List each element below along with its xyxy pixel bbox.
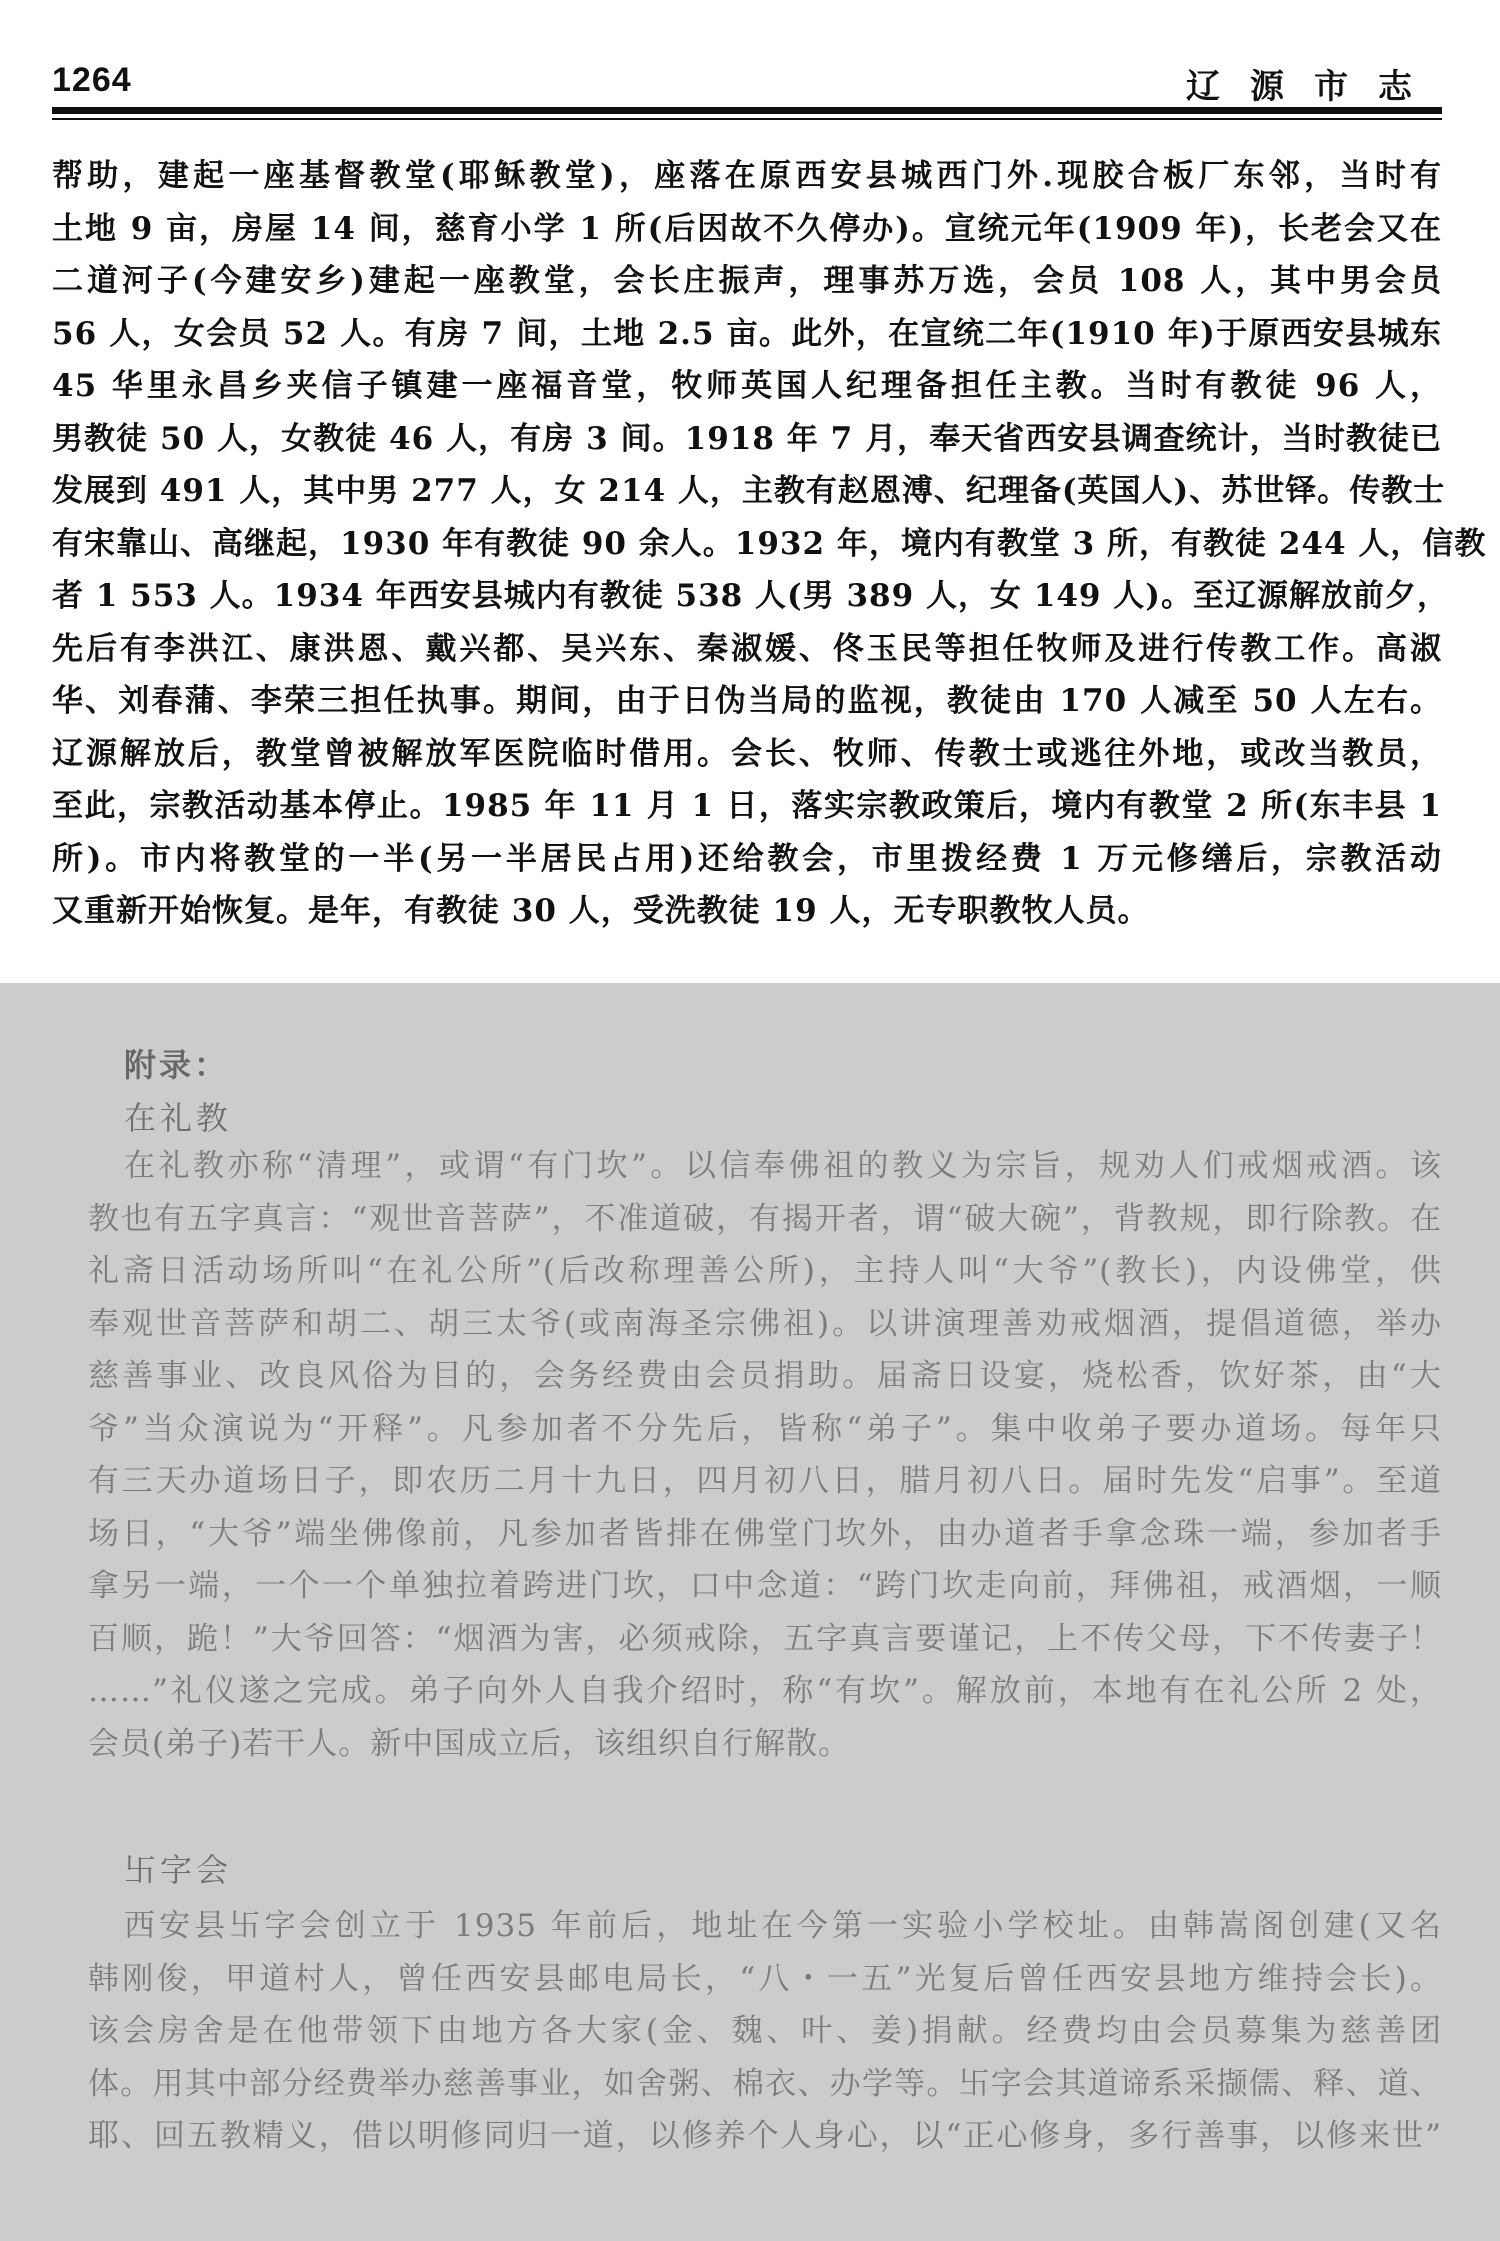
zailijiao-paragraph [88,1140,1442,1770]
book-title: 辽源市志 [1186,67,1442,107]
text-line: 帮助，建起一座基督教堂(耶稣教堂)，座落在原西安县城西门外.现胶合板厂东邻，当时有 [52,158,1442,194]
text-line: 华、刘春蒲、李荣三担任执事。期间，由于日伪当局的监视，教徒由 170 人减至 50 人左右。 [52,683,1442,719]
wanzihui-paragraph [88,1900,1442,2163]
text-line: 土地 9 亩，房屋 14 间，慈育小学 1 所(后因故不久停办)。宣统元年(1909 年)，长老会又在 [52,210,1442,247]
text-line: 至此，宗教活动基本停止。1985 年 11 月 1 日，落实宗教政策后，境内有教堂 2 所(东丰县 1 [52,788,1442,824]
text-line: 辽源解放后，教堂曾被解放军医院临时借用。会长、牧师、传教士或逃往外地，或改当教员， [52,735,1442,772]
text-line: 韩刚俊，甲道村人，曾任西安县邮电局长，“八・一五”光复后曾任西安县地方维持会长)。 [88,1960,1442,1997]
text-line: 奉观世音菩萨和胡二、胡三太爷(或南海圣宗佛祖)。以讲演理善劝戒烟酒，提倡道德，举办 [88,1305,1442,1342]
page-number: 1264 [52,61,132,99]
header-rule-thick [52,107,1442,114]
text-line: 教也有五字真言：“观世音菩萨”，不准道破，有揭开者，谓“破大碗”，背教规，即行除教。在 [88,1200,1442,1237]
text-line: 男教徒 50 人，女教徒 46 人，有房 3 间。1918 年 7 月，奉天省西安县调查统计，当时教徒已 [52,420,1442,457]
text-line: 所)。市内将教堂的一半(另一半居民占用)还给教会，市里拨经费 1 万元修缮后，宗教活动 [52,840,1442,877]
text-line: 发展到 491 人，其中男 277 人，女 214 人，主教有赵恩溥、纪理备(英国人)、苏世铎。传教士 [52,473,1446,509]
text-line: 耶、回五教精义，借以明修同归一道，以修养个人身心，以“正心修身，多行善事，以修来世” [88,2118,1442,2154]
text-line: 爷”当众演说为“开释”。凡参加者不分先后，皆称“弟子”。集中收弟子要办道场。每年只 [88,1410,1442,1447]
text-line: 会员(弟子)若干人。新中国成立后，该组织自行解散。 [88,1725,851,1762]
appendix-heading: 附录： [124,1046,230,1084]
text-line: 西安县卐字会创立于 1935 年前后，地址在今第一实验小学校址。由韩嵩阁创建(又名 [124,1908,1442,1944]
text-line: 在礼教亦称“清理”，或谓“有门坎”。以信奉佛祖的教义为宗旨，规劝人们戒烟戒酒。该 [124,1148,1442,1184]
text-line: 体。用其中部分经费举办慈善事业，如舍粥、棉衣、办学等。卐字会其道谛系采撷儒、释、道、 [88,2065,1442,2102]
text-line: 有三天办道场日子，即农历二月十九日，四月初八日，腊月初八日。届时先发“启事”。至道 [88,1463,1442,1499]
text-line: 场日，“大爷”端坐佛像前，凡参加者皆排在佛堂门坎外，由办道者手拿念珠一端，参加者手 [88,1515,1442,1552]
text-line: 有宋靠山、高继起，1930 年有教徒 90 余人。1932 年，境内有教堂 3 所，有教徒 244 人，信教 [52,525,1487,562]
text-line: 百顺，跪！”大爷回答：“烟酒为害，必须戒除，五字真言要谨记，上不传父母，下不传妻子！ [88,1620,1442,1657]
zailijiao-title: 在礼教 [124,1099,233,1137]
text-line: ……”礼仪遂之完成。弟子向外人自我介绍时，称“有坎”。解放前，本地有在礼公所 2 处， [88,1673,1442,1709]
text-line: 56 人，女会员 52 人。有房 7 间，土地 2.5 亩。此外，在宣统二年(1910 年)于原西安县城东 [52,315,1442,352]
christianity-paragraph [52,150,1487,938]
wanzihui-title: 卐字会 [124,1851,233,1889]
text-line: 者 1 553 人。1934 年西安县城内有教徒 538 人(男 389 人，女 149 人)。至辽源解放前夕， [52,578,1449,614]
text-line: 慈善事业、改良风俗为目的，会务经费由会员捐助。届斋日设宴，烧松香，饮好茶，由“大 [88,1358,1442,1394]
text-line: 先后有李洪江、康洪恩、戴兴都、吴兴东、秦淑媛、佟玉民等担任牧师及进行传教工作。高淑 [52,630,1442,667]
text-line: 该会房舍是在他带领下由地方各大家(金、魏、叶、姜)捐献。经费均由会员募集为慈善团 [88,2013,1442,2049]
text-line: 二道河子(今建安乡)建起一座教堂，会长庄振声，理事苏万选，会员 108 人，其中男会员 [52,263,1442,299]
text-line: 又重新开始恢复。是年，有教徒 30 人，受洗教徒 19 人，无专职教牧人员。 [52,893,1150,929]
text-line: 拿另一端，一个一个单独拉着跨进门坎，口中念道：“跨门坎走向前，拜佛祖，戒酒烟，一顺 [88,1568,1442,1604]
text-line: 45 华里永昌乡夹信子镇建一座福音堂，牧师英国人纪理备担任主教。当时有教徒 96 人， [52,368,1442,404]
text-line: 礼斋日活动场所叫“在礼公所”(后改称理善公所)，主持人叫“大爷”(教长)，内设佛堂，供 [88,1253,1442,1289]
header-rule-thin [52,118,1442,120]
running-header [52,55,1442,105]
